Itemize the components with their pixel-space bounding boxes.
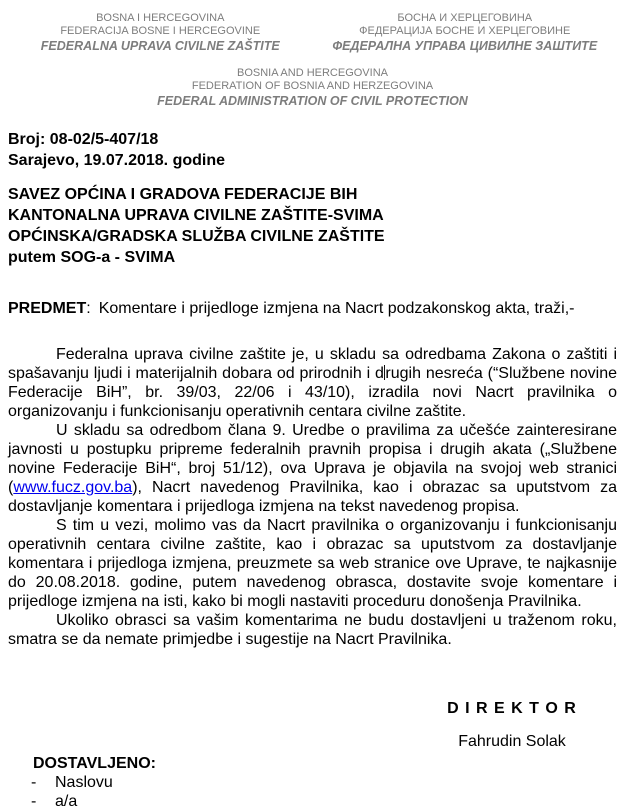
paragraph-text: Federalna uprava civilne zaštite je, u skladu sa odredbama Zakona o zaštiti i spašavanju ljudi i materijalnih dobara od prirodnih i d [8,346,617,382]
list-dash: - [31,793,37,807]
director-title: D I R E K T O R [447,700,577,717]
distribution-item [31,773,617,792]
distribution-item [31,792,617,807]
signature-block [427,701,597,750]
letterhead-bosnian [8,12,313,54]
letterhead-line: FEDERACIJA BOSNE I HERCEGOVINE [60,25,261,37]
director-name: Fahrudin Solak [458,733,566,750]
letterhead-line: ФЕДЕРАЦИЈА БОСНЕ И ХЕРЦЕГОВИНЕ [359,25,571,37]
letterhead-line: BOSNA I HERCEGOVINA [96,12,225,24]
subject-line [8,298,617,319]
letterhead-cyrillic [313,12,618,54]
list-dash: - [31,774,37,791]
distribution-item-text: a/a [55,793,78,807]
subject-separator: : [86,300,91,317]
body-paragraph-1 [8,345,617,421]
letterhead-org-name: FEDERALNA UPRAVA CIVILNE ZAŠTITE [40,39,280,53]
paragraph-text: U skladu sa odredbom člana 9. Uredbe o pravilima za učešće zainteresirane javnosti u postupku pripreme federalnih pravnih propisa i drugih akata („Službene novine Federacije BiH“, broj 51/12), ova Uprava je objavila na svojoj web stranici ( [8,422,617,496]
distribution-label: DOSTAVLJENO: [33,755,156,772]
subject-label: PREDMET [8,300,87,317]
reference-block [8,129,617,171]
distribution-item-text: Naslovu [55,774,113,791]
recipient-line-3: OPĆINSKA/GRADSKA SLUŽBA CIVILNE ZAŠTITE [8,228,385,245]
recipient-line-2: KANTONALNA UPRAVA CIVILNE ZAŠTITE-SVIMA [8,207,384,224]
body-paragraph-3: S tim u vezi, molimo vas da Nacrt pravilnika o organizovanju i funkcionisanju operativnih centara civilne zaštite, kao i obrazac sa uputstvom za dostavljanje komentara i prijedloga izmjena, preuzmete sa web stranice ove Uprave, te najkasnije do 20.08.2018. godine, putem navedenog obrasca, dostavite svoje komentare i prijedloge izmjena na isti, kako bi mogli nastaviti proceduru donošenja Pravilnika. [8,517,617,610]
body-paragraph-2 [8,421,617,516]
letter-body [8,345,617,649]
letterhead-line: BOSNIA AND HERCEGOVINA [237,67,388,79]
letterhead-org-name: ФЕДЕРАЛНА УПРАВА ЦИВИЛНЕ ЗАШТИТЕ [332,39,598,53]
body-paragraph-4: Ukoliko obrasci sa vašim komentarima ne budu dostavljeni u traženom roku, smatra se da nemate primjedbe i sugestije na Nacrt Pravilnika. [8,612,617,648]
website-link[interactable]: www.fucz.gov.ba [13,479,133,496]
letterhead-line: БОСНА И ХЕРЦЕГОВИНА [397,12,533,24]
recipients-block [8,184,617,268]
recipient-line-1: SAVEZ OPĆINA I GRADOVA FEDERACIJE BIH [8,186,358,203]
paragraph-text: ), Nacrt navedenog Pravilnika, kao i obrazac sa uputstvom za dostavljanje komentara i prijedloga izmjena na tekst navedenog propisa. [8,479,617,515]
letterhead-line: FEDERATION OF BOSNIA AND HERZEGOVINA [191,80,434,92]
document-date: Sarajevo, 19.07.2018. godine [8,152,226,169]
letterhead [8,12,617,54]
letterhead-org-name: FEDERAL ADMINISTRATION OF CIVIL PROTECTION [157,94,468,108]
paragraph-text: rugih nesreća (“Službene novine Federacije BiH”, br. 39/03, 22/06 i 43/10), izradila novi Nacrt pravilnika o organizovanju i funkcionisanju operativnih centara civilne zaštite. [8,365,617,420]
subject-text: Komentare i prijedloge izmjena na Nacrt podzakonskog akta, traži,- [98,300,575,317]
letterhead-english [8,67,617,109]
recipient-line-4: putem SOG-a - SVIMA [8,249,176,266]
distribution-block [8,754,617,807]
document-number: Broj: 08-02/5-407/18 [8,131,159,148]
